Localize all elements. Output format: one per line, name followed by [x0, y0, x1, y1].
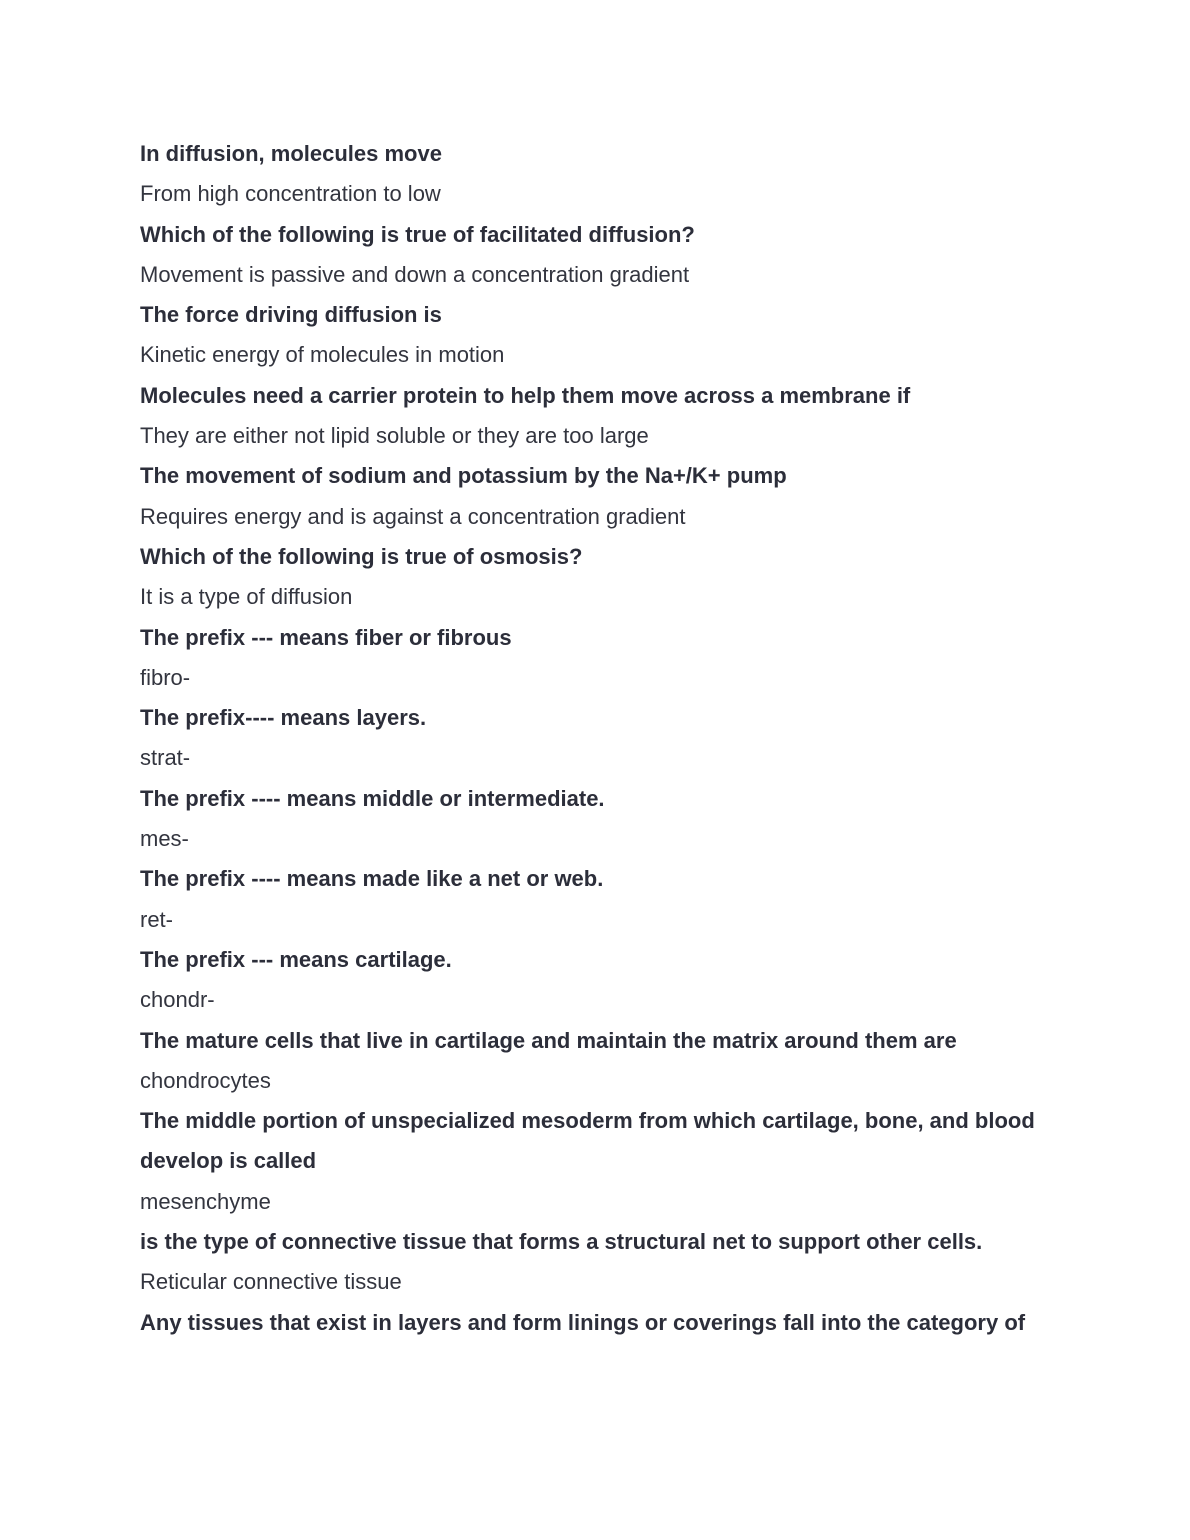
question-1: In diffusion, molecules move: [140, 141, 442, 166]
question-12: The mature cells that live in cartilage and maintain the matrix around them are: [140, 1027, 957, 1053]
answer-11: chondr-: [140, 987, 215, 1013]
question-8: The prefix---- means layers.: [140, 705, 427, 731]
question-13: The middle portion of unspecialized mesoderm from which cartilage, bone, and blood develop is called: [140, 1108, 1035, 1174]
answer-14: Reticular connective tissue: [140, 1269, 402, 1295]
question-2: Which of the following is true of facilitated diffusion?: [140, 221, 695, 247]
answer-6: It is a type of diffusion: [140, 584, 353, 610]
answer-4: They are either not lipid soluble or they are too large: [140, 423, 649, 449]
question-11: The prefix --- means cartilage.: [140, 946, 452, 972]
answer-2: Movement is passive and down a concentration gradient: [140, 261, 690, 287]
question-9: The prefix ---- means middle or intermediate.: [140, 785, 605, 811]
question-3: The force driving diffusion is: [140, 302, 442, 328]
answer-1: From high concentration to low: [140, 181, 441, 207]
question-15: Any tissues that exist in layers and form linings or coverings fall into the category of: [140, 1309, 1026, 1335]
question-6: Which of the following is true of osmosis?: [140, 543, 583, 569]
answer-9: mes-: [140, 826, 189, 852]
answer-10: ret-: [140, 906, 173, 932]
question-4: Molecules need a carrier protein to help them move across a membrane if: [140, 382, 911, 408]
question-7: The prefix --- means fiber or fibrous: [140, 624, 512, 650]
answer-13: mesenchyme: [140, 1188, 271, 1214]
flashcard-document: [140, 134, 1060, 1343]
answer-8: strat-: [140, 745, 191, 771]
answer-7: fibro-: [140, 664, 191, 690]
question-10: The prefix ---- means made like a net or web.: [140, 866, 604, 892]
answer-3: Kinetic energy of molecules in motion: [140, 342, 505, 368]
answer-5: Requires energy and is against a concentration gradient: [140, 503, 686, 529]
answer-12: chondrocytes: [140, 1067, 271, 1093]
question-14: is the type of connective tissue that forms a structural net to support other cells.: [140, 1229, 983, 1255]
question-5: The movement of sodium and potassium by the Na+/K+ pump: [140, 463, 787, 489]
